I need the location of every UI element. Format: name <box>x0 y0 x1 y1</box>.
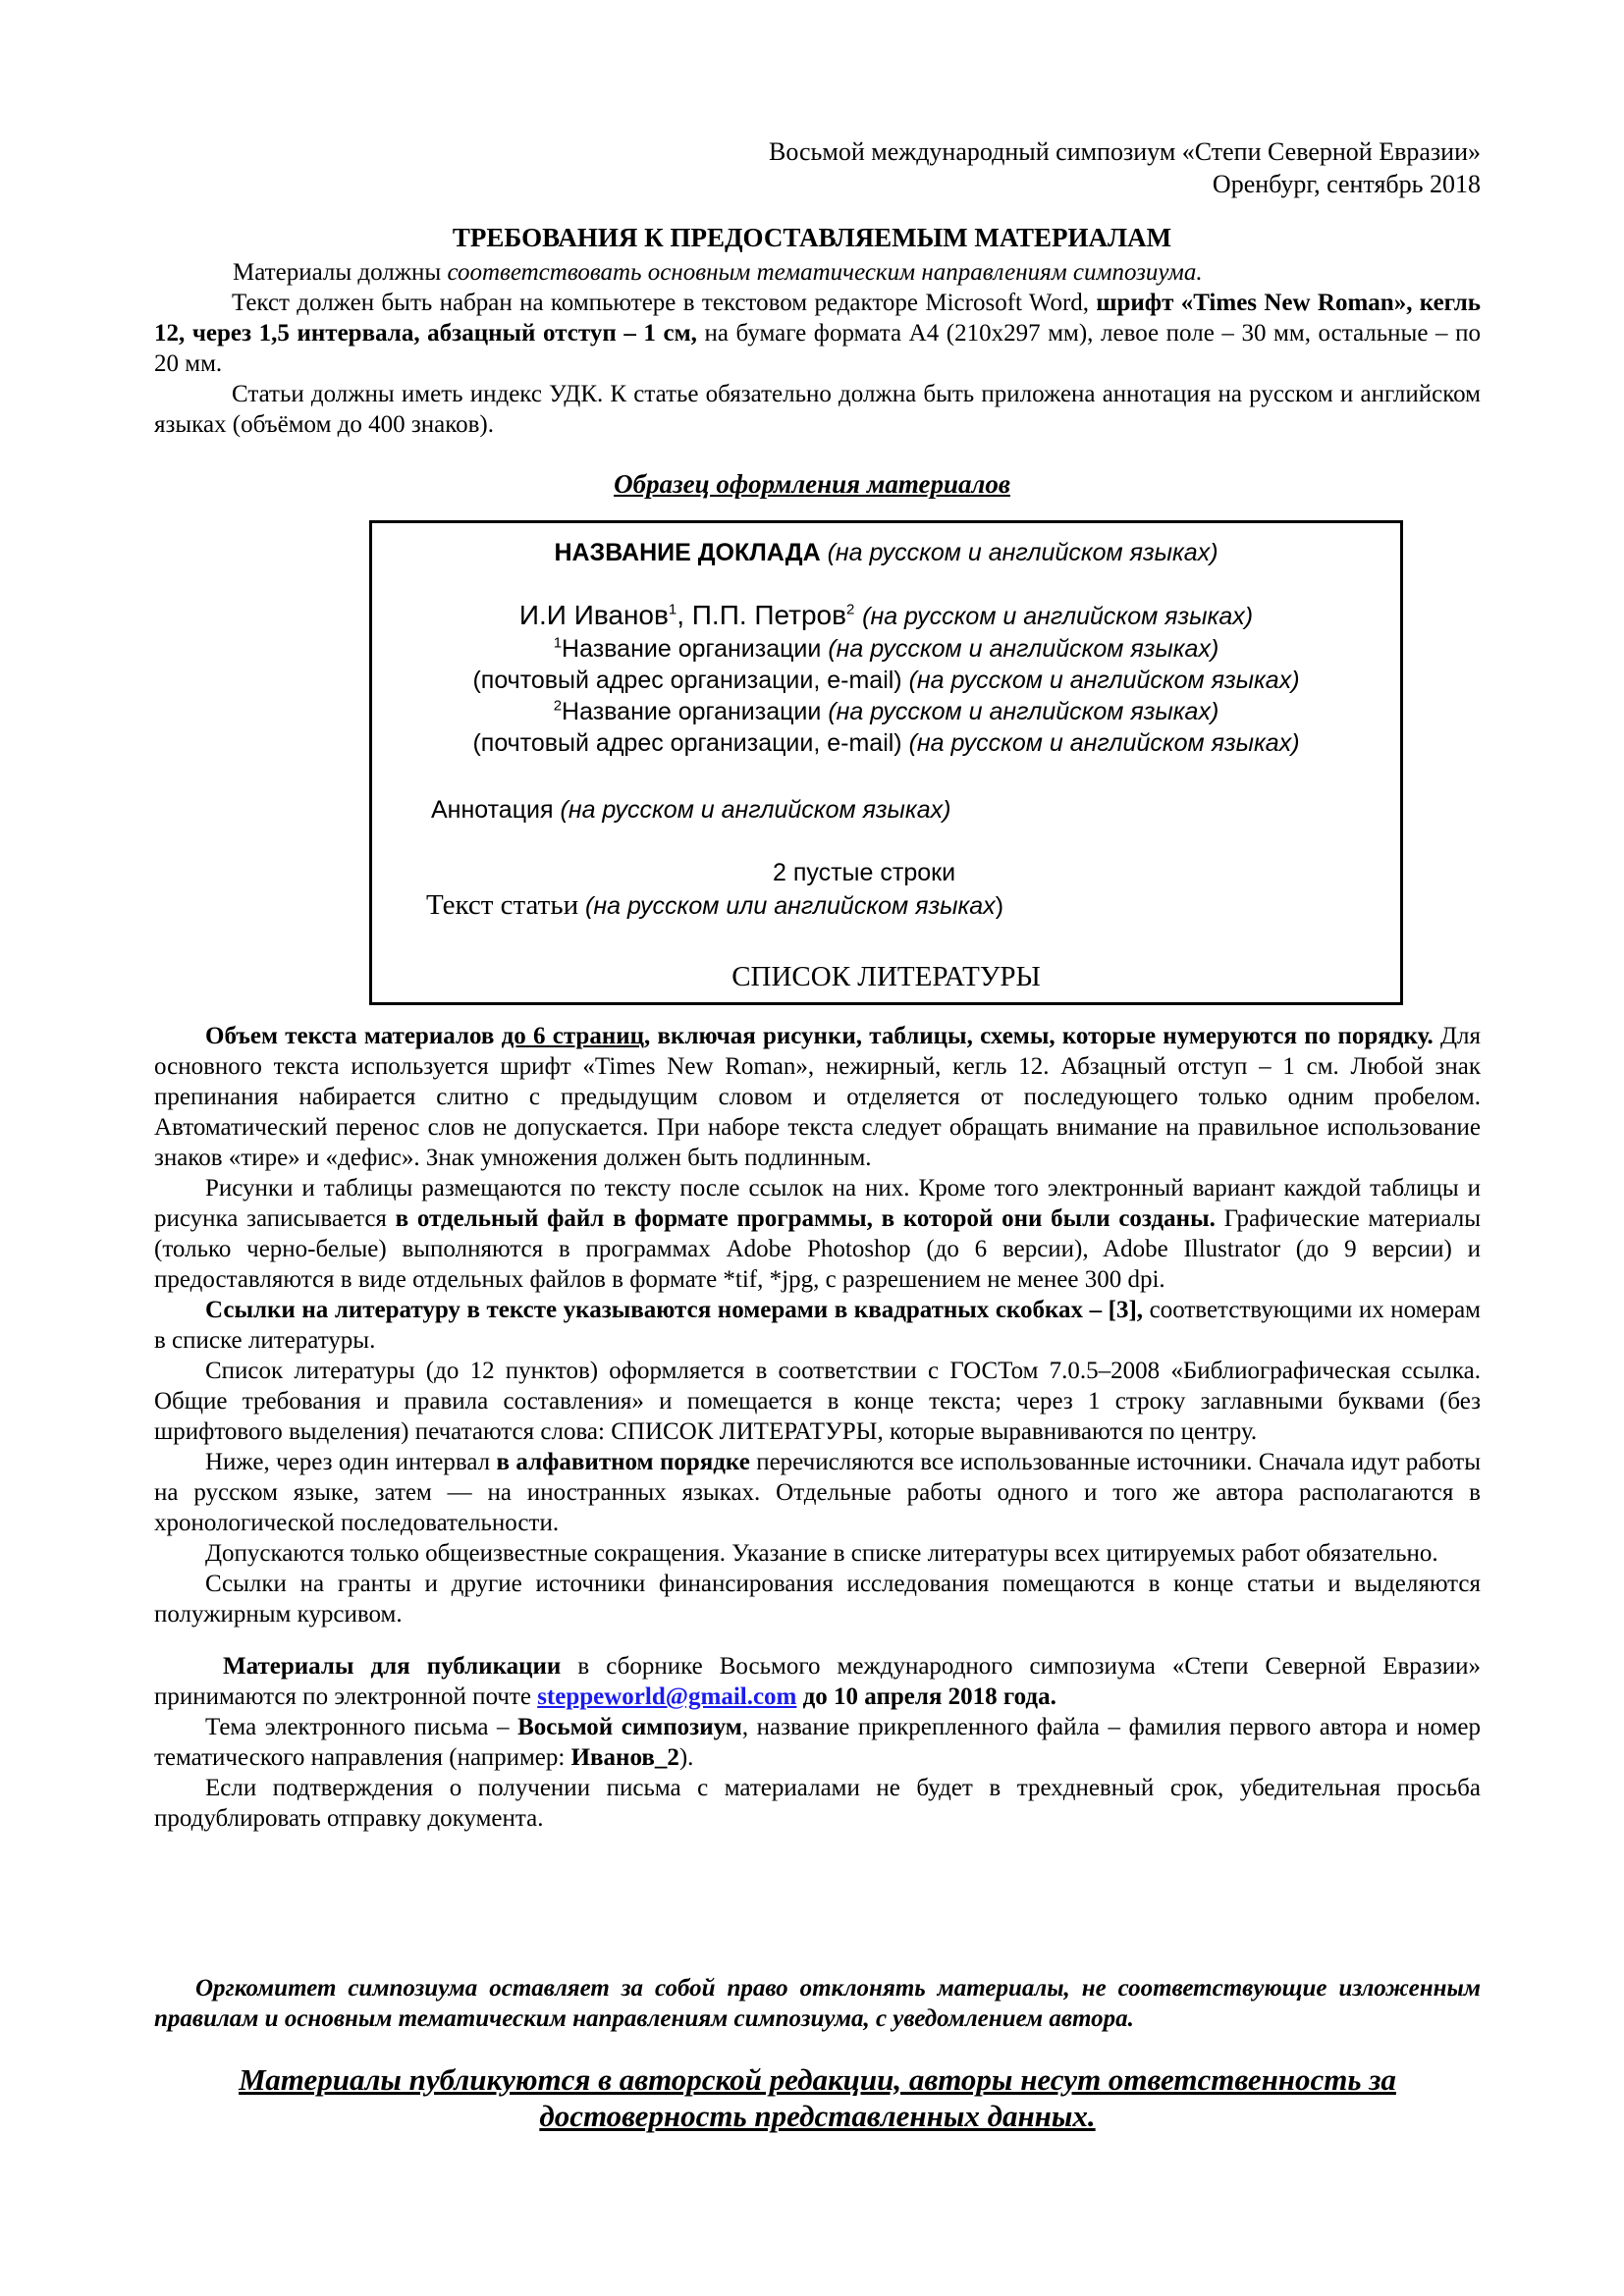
sample-blank-lines: 2 пустые строки <box>773 859 956 886</box>
sample-heading: Образец оформления материалов <box>614 469 1010 499</box>
intro-paragraph-3: Статьи должны иметь индекс УДК. К статье обязательно должна быть приложена аннотация на русском и английском языках (объёмом до 400 знаков). <box>154 381 1481 438</box>
body-paragraph-email-subject: Тема электронного письма – Восьмой симпозиум, название прикрепленного файла – фамилия первого автора и номер тематического направления (например: Иванов_2). <box>154 1714 1481 1771</box>
emphasis-text: соответствовать основным тематическим направлениям симпозиума. <box>447 259 1203 286</box>
body-paragraph-volume: Объем текста материалов до 6 страниц, включая рисунки, таблицы, схемы, которые нумеруются по порядку. Для основного текста используется шрифт «Times New Roman», нежирный, кегль 12. Абзацный отступ – 1 см. Любой знак препинания набирается слитно с предыдущим словом и отделяется от последующего только одним пробелом. Автоматический перенос слов не допускается. При наборе текста следует обращать внимание на правильное использование знаков «тире» и «дефис». Знак умножения должен быть подлинным. <box>154 1023 1481 1171</box>
sample-report-title: НАЗВАНИЕ ДОКЛАДА <box>554 539 821 566</box>
body-paragraph-grants: Ссылки на гранты и другие источники финансирования исследования помещаются в конце статьи и выделяются полужирным курсивом. <box>154 1571 1481 1628</box>
page-limit: до 6 страниц <box>501 1023 645 1049</box>
document-header <box>769 135 1481 200</box>
body-paragraph-submission: Материалы для публикации в сборнике Восьмого международного симпозиума «Степи Северной Евразии» принимаются по электронной почте steppeworld@gmail.com до 10 апреля 2018 года. <box>154 1653 1481 1710</box>
sample-title-line <box>372 537 1400 568</box>
sample-format-box <box>369 520 1403 1005</box>
body-paragraph-references: Список литературы (до 12 пунктов) оформляется в соответствии с ГОСТом 7.0.5–2008 «Библиографическая ссылка. Общие требования и правила составления» и помещается в конце текста; через 1 строку заглавными буквами (без шрифтового выделения) печатаются слова: СПИСОК ЛИТЕРАТУРЫ, которые выравниваются по центру. <box>154 1358 1481 1445</box>
sample-org-1: $^1$Название организации (на русском и английском языках) <box>553 634 1219 663</box>
body-paragraph-figures: Рисунки и таблицы размещаются по тексту после ссылок на них. Кроме того электронный вариант каждой таблицы и рисунка записывается в отдельный файл в формате программы, в которой они были созданы. Графические материалы (только черно-белые) выполняются в программах Adobe Photoshop (до 6 версии), Adobe Illustrator (до 9 версии) и предоставляются в виде отдельных файлов в формате *tif, *jpg, с разрешением не менее 300 dpi. <box>154 1175 1481 1293</box>
symposium-place-date: Оренбург, сентябрь 2018 <box>1212 170 1481 198</box>
sample-org-2: $^2$Название организации (на русском и английском языках) <box>553 697 1219 725</box>
sample-article-text-line: Текст статьи (на русском или английском языках) <box>426 889 1004 921</box>
intro-paragraph-2: Текст должен быть набран на компьютере в текстовом редакторе Microsoft Word, шрифт «Times New Roman», кегль 12, через 1,5 интервала, абзацный отступ – 1 см, на бумаге формата А4 (210х297 мм), левое поле – 30 мм, остальные – по 20 мм. <box>154 290 1481 377</box>
body-paragraph-confirmation: Если подтверждения о получении письма с материалами не будет в трехдневный срок, убедительная просьба продублировать отправку документа. <box>154 1775 1481 1832</box>
final-disclaimer: Материалы публикуются в авторской редакции, авторы несут ответственность за достоверность представленных данных. <box>239 2062 1396 2133</box>
committee-notice: Оргкомитет симпозиума оставляет за собой право отклонять материалы, не соответствующие изложенным правилам и основным тематическим направлениям симпозиума, с уведомлением автора. <box>154 1975 1481 2032</box>
sample-annotation-line: Аннотация (на русском и английском языках) <box>431 796 951 824</box>
sample-references-heading: СПИСОК ЛИТЕРАТУРЫ <box>731 961 1041 992</box>
intro-paragraph-1: Материалы должны соответствовать основным тематическим направлениям симпозиума. <box>233 259 1203 286</box>
body-paragraph-order: Ниже, через один интервал в алфавитном порядке перечисляются все использованные источники. Сначала идут работы на русском языке, затем — на иностранных языках. Отдельные работы одного и того же автора располагаются в хронологической последовательности. <box>154 1449 1481 1536</box>
sample-address-2: (почтовый адрес организации, e-mail) (на русском и английском языках) <box>472 729 1300 757</box>
sample-lang-note: (на русском и английском языках) <box>827 539 1218 566</box>
email-link[interactable]: steppeworld@gmail.com <box>537 1683 797 1710</box>
body-paragraph-abbreviations: Допускаются только общеизвестные сокращения. Указание в списке литературы всех цитируемых работ обязательно. <box>205 1540 1438 1567</box>
font-requirements: шрифт «Times New Roman», кегль 12, через 1,5 интервала, абзацный отступ – 1 см, <box>154 290 1481 347</box>
sample-authors-line: И.И Иванов$^1$, П.П. Петров$^2$ (на русском и английском языках) <box>518 600 1254 630</box>
intro-section <box>154 257 1481 440</box>
document-title: ТРЕБОВАНИЯ К ПРЕДОСТАВЛЯЕМЫМ МАТЕРИАЛАМ <box>452 223 1172 252</box>
symposium-name: Восьмой международный симпозиум «Степи Северной Евразии» <box>768 137 1481 166</box>
sample-address-1: (почтовый адрес организации, e-mail) (на русском и английском языках) <box>472 667 1300 694</box>
body-paragraph-citations: Ссылки на литературу в тексте указываются номерами в квадратных скобках – [3], соответствующими их номерам в списке литературы. <box>154 1297 1481 1354</box>
requirements-body <box>154 1021 1481 1834</box>
